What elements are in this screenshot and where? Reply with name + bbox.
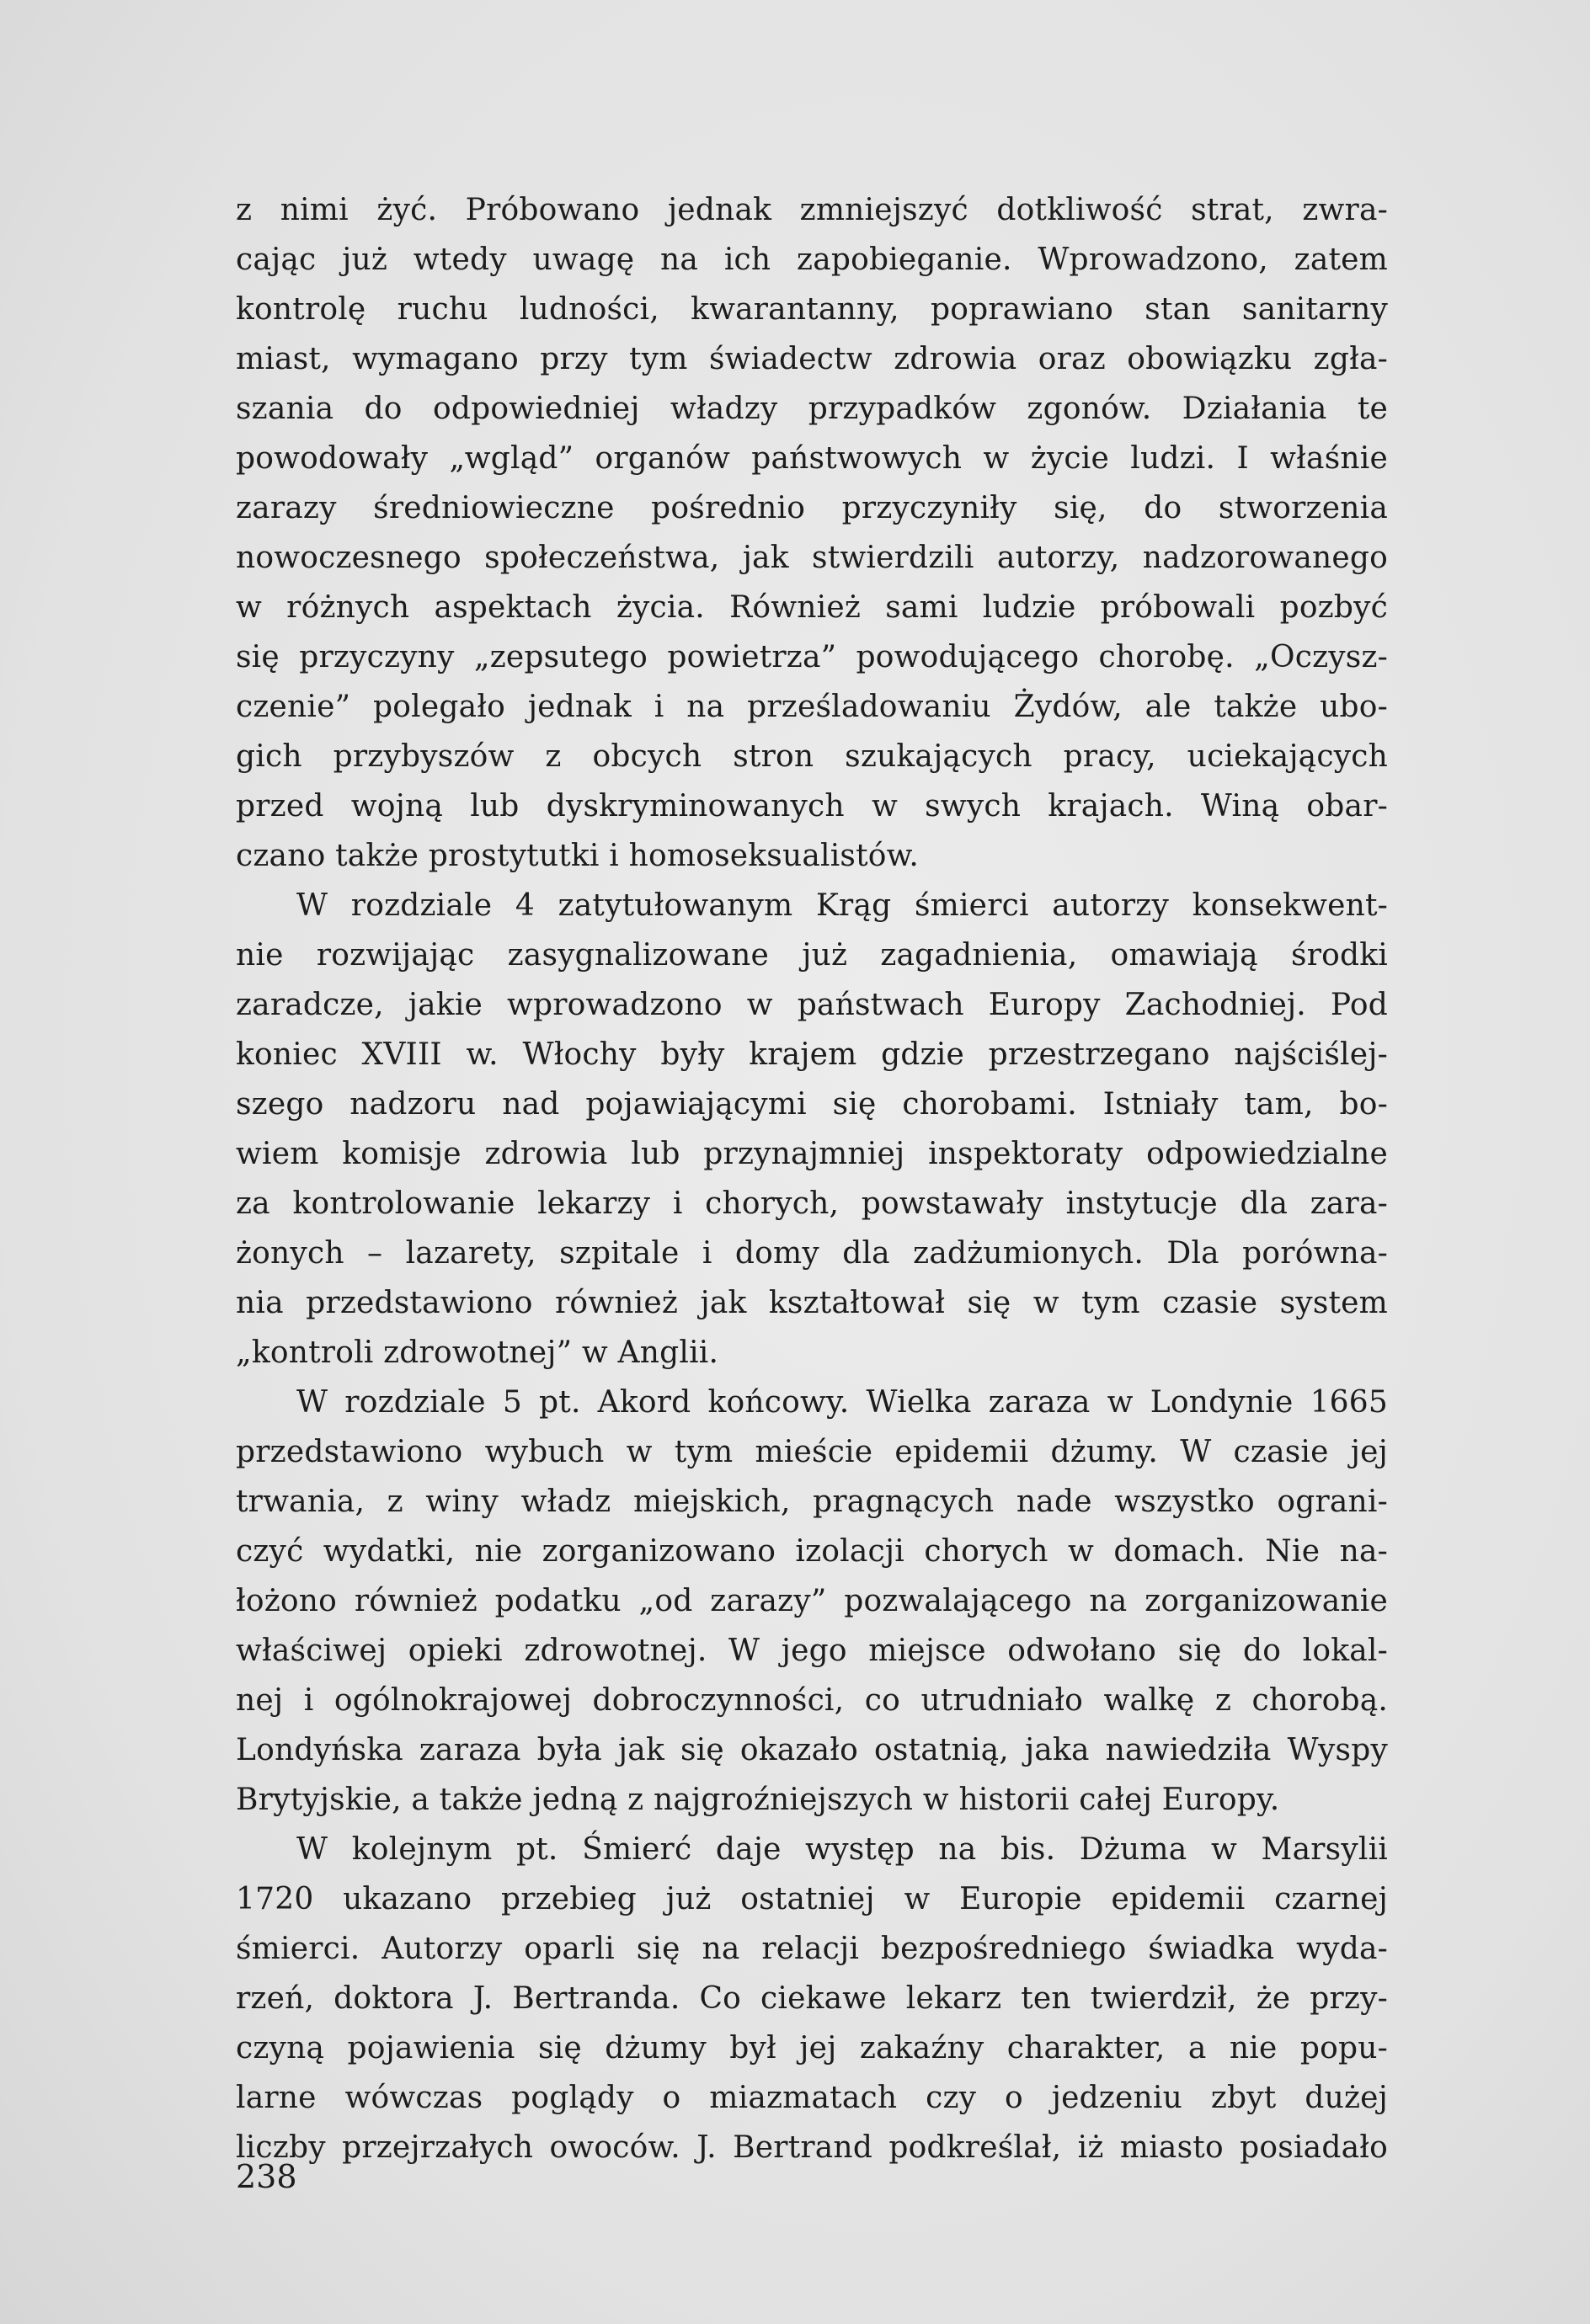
text-line: kontrolę ruchu ludności, kwarantanny, poprawiano stan sanitarny [236,292,1388,327]
text-line: nia przedstawiono również jak kształtował się w tym czasie system [236,1286,1388,1320]
text-line: nej i ogólnokrajowej dobroczynności, co utrudniało walkę z chorobą. [236,1683,1388,1718]
text-line: szania do odpowiedniej władzy przypadków zgonów. Działania te [236,392,1388,426]
text-line: czyć wydatki, nie zorganizowano izolacji chorych w domach. Nie na- [236,1534,1388,1569]
text-line: przedstawiono wybuch w tym mieście epidemii dżumy. W czasie jej [236,1435,1388,1469]
text-line: żonych – lazarety, szpitale i domy dla zadżumionych. Dla porówna- [236,1236,1388,1271]
text-line: przed wojną lub dyskryminowanych w swych krajach. Winą obar- [236,789,1388,824]
text-line: larne wówczas poglądy o miazmatach czy o jedzeniu zbyt dużej [236,2081,1388,2115]
text-line: 1720 ukazano przebieg już ostatniej w Europie epidemii czarnej [236,1882,1388,1916]
text-line: szego nadzoru nad pojawiającymi się chorobami. Istniały tam, bo- [236,1087,1388,1122]
text-line: cając już wtedy uwagę na ich zapobieganie. Wprowadzono, zatem [236,243,1388,277]
text-line: „kontroli zdrowotnej” w Anglii. [236,1335,719,1370]
text-line: czenie” polegało jednak i na prześladowaniu Żydów, ale także ubo- [236,690,1388,724]
text-line: rzeń, doktora J. Bertranda. Co ciekawe lekarz ten twierdził, że przy- [236,1981,1388,2016]
text-line: zaradcze, jakie wprowadzono w państwach Europy Zachodniej. Pod [236,988,1388,1022]
text-line: trwania, z winy władz miejskich, pragnących nade wszystko ograni- [236,1484,1388,1519]
text-line: nowoczesnego społeczeństwa, jak stwierdzili autorzy, nadzorowanego [236,541,1388,575]
text-line: zarazy średniowieczne pośrednio przyczyniły się, do stworzenia [236,491,1388,525]
text-line: się przyczyny „zepsutego powietrza” powodującego chorobę. „Oczysz- [236,640,1388,674]
text-line: W rozdziale 4 zatytułowanym Krąg śmierci autorzy konsekwent- [296,888,1388,923]
text-line: gich przybyszów z obcych stron szukających pracy, uciekających [236,739,1388,774]
text-line: czano także prostytutki i homoseksualistów. [236,839,920,873]
text-line: łożono również podatku „od zarazy” pozwalającego na zorganizowanie [236,1584,1388,1618]
text-line: śmierci. Autorzy oparli się na relacji bezpośredniego świadka wyda- [236,1932,1388,1966]
text-line: liczby przejrzałych owoców. J. Bertrand podkreślał, iż miasto posiadało [236,2130,1388,2165]
text-line: czyną pojawienia się dżumy był jej zakaźny charakter, a nie popu- [236,2031,1388,2065]
text-line: właściwej opieki zdrowotnej. W jego miejsce odwołano się do lokal- [236,1634,1388,1668]
text-line: w różnych aspektach życia. Również sami ludzie próbowali pozbyć [236,590,1388,625]
text-line: Londyńska zaraza była jak się okazało ostatnią, jaka nawiedziła Wyspy [236,1733,1388,1767]
page-number: 238 [236,2158,297,2195]
text-line: powodowały „wgląd” organów państwowych w życie ludzi. I właśnie [236,441,1388,476]
text-line: z nimi żyć. Próbowano jednak zmniejszyć dotkliwość strat, zwra- [236,193,1388,227]
text-line: za kontrolowanie lekarzy i chorych, powstawały instytucje dla zara- [236,1186,1388,1221]
text-line: nie rozwijając zasygnalizowane już zagadnienia, omawiają środki [236,938,1388,973]
text-line: W rozdziale 5 pt. Akord końcowy. Wielka zaraza w Londynie 1665 [296,1385,1388,1420]
text-line: Brytyjskie, a także jedną z najgroźniejszych w historii całej Europy. [236,1783,1280,1817]
text-line: miast, wymagano przy tym świadectw zdrowia oraz obowiązku zgła- [236,342,1388,376]
text-line: koniec XVIII w. Włochy były krajem gdzie przestrzegano najściślej- [236,1037,1388,1072]
body-text [236,185,1388,2172]
text-line: wiem komisje zdrowia lub przynajmniej inspektoraty odpowiedzialne [236,1137,1388,1171]
text-line: W kolejnym pt. Śmierć daje występ na bis. Dżuma w Marsylii [296,1832,1388,1867]
